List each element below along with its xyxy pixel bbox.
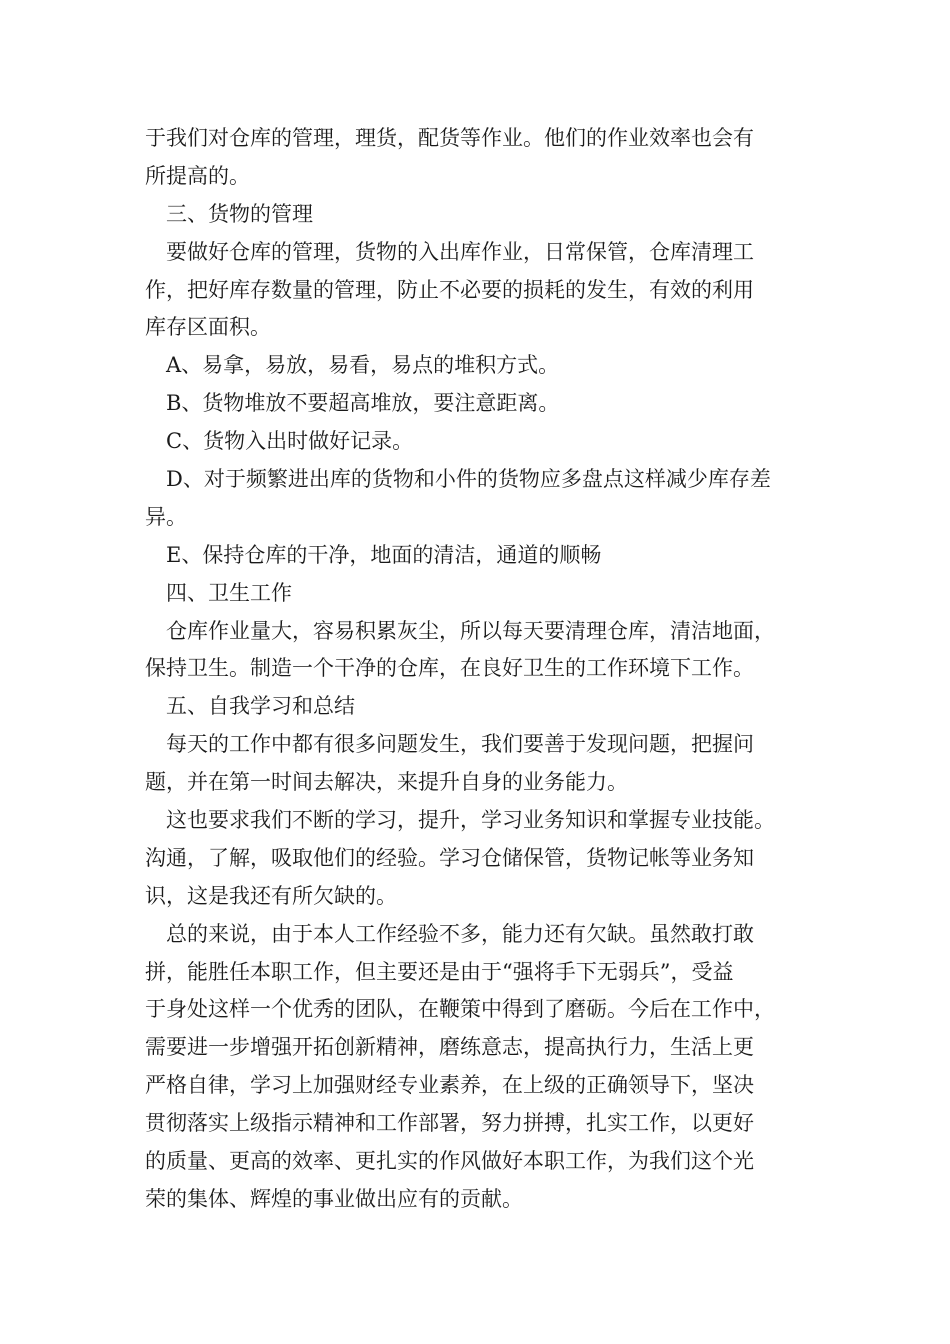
list-item-d: D、对于频繁进出库的货物和小件的货物应多盘点这样减少库存差 bbox=[166, 467, 771, 492]
section-heading-goods-management: 三、货物的管理 bbox=[166, 201, 313, 226]
text-line: 荣的集体、辉煌的事业做出应有的贡献。 bbox=[145, 1186, 523, 1211]
text-line: 异。 bbox=[145, 504, 187, 529]
text-line: 保持卫生。制造一个干净的仓库，在良好卫生的工作环境下工作。 bbox=[145, 656, 754, 681]
list-item-b: B、货物堆放不要超高堆放，要注意距离。 bbox=[166, 391, 560, 416]
text-line: 严格自律，学习上加强财经专业素养，在上级的正确领导下，坚决 bbox=[145, 1073, 754, 1098]
text-line: 库存区面积。 bbox=[145, 315, 271, 340]
text-line: 每天的工作中都有很多问题发生，我们要善于发现问题，把握问 bbox=[166, 732, 754, 757]
text-line: 这也要求我们不断的学习，提升，学习业务知识和掌握专业技能。 bbox=[166, 808, 775, 833]
text-line: 题，并在第一时间去解决，来提升自身的业务能力。 bbox=[145, 770, 628, 795]
text-line: 所提高的。 bbox=[145, 163, 250, 188]
text-line: 拼，能胜任本职工作，但主要还是由于“强将手下无弱兵”，受益 bbox=[145, 959, 734, 984]
section-heading-self-learning: 五、自我学习和总结 bbox=[166, 694, 355, 719]
text-line: 总的来说，由于本人工作经验不多，能力还有欠缺。虽然敢打敢 bbox=[166, 921, 754, 946]
text-line: 要做好仓库的管理，货物的入出库作业，日常保管，仓库清理工 bbox=[166, 239, 754, 264]
list-item-c: C、货物入出时做好记录。 bbox=[166, 429, 414, 454]
text-line: 于我们对仓库的管理，理货，配货等作业。他们的作业效率也会有 bbox=[145, 126, 754, 150]
document-body bbox=[145, 120, 810, 1219]
list-item-e: E、保持仓库的干净，地面的清洁，通道的顺畅 bbox=[166, 542, 602, 567]
list-item-a: A、易拿，易放，易看，易点的堆积方式。 bbox=[166, 353, 560, 378]
text-line: 贯彻落实上级指示精神和工作部署，努力拼搏，扎实工作，以更好 bbox=[145, 1111, 754, 1136]
section-heading-hygiene: 四、卫生工作 bbox=[166, 580, 292, 605]
text-line: 作，把好库存数量的管理，防止不必要的损耗的发生，有效的利用 bbox=[145, 277, 754, 302]
text-line: 的质量、更高的效率、更扎实的作风做好本职工作，为我们这个光 bbox=[145, 1149, 754, 1174]
text-line: 识，这是我还有所欠缺的。 bbox=[145, 883, 397, 908]
text-line: 于身处这样一个优秀的团队，在鞭策中得到了磨砺。今后在工作中， bbox=[145, 997, 775, 1022]
text-line: 需要进一步增强开拓创新精神，磨练意志，提高执行力，生活上更 bbox=[145, 1035, 754, 1060]
text-line: 仓库作业量大，容易积累灰尘，所以每天要清理仓库，清洁地面， bbox=[166, 618, 775, 643]
text-line: 沟通，了解，吸取他们的经验。学习仓储保管，货物记帐等业务知 bbox=[145, 845, 754, 870]
